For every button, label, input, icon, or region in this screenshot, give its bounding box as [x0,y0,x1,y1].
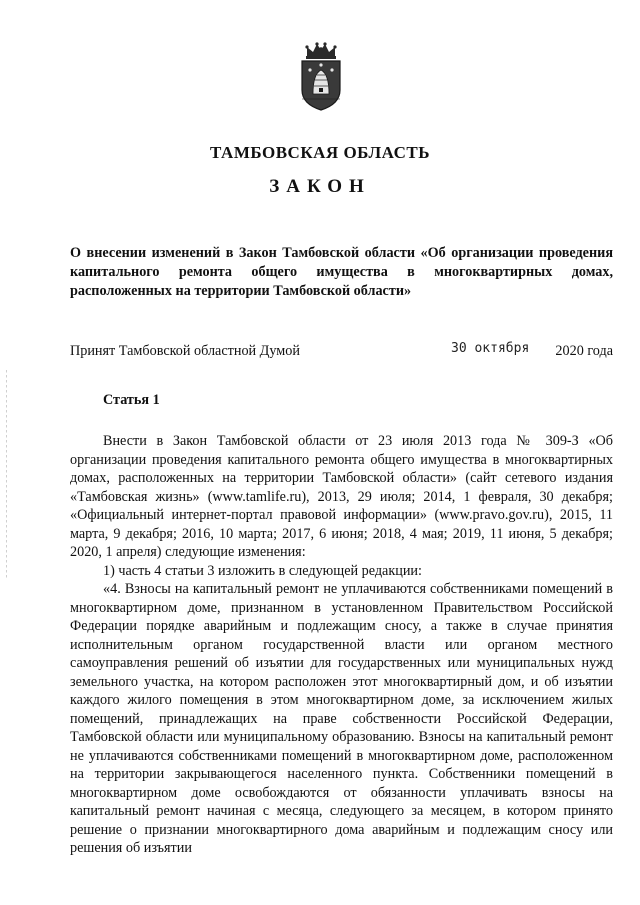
article-paragraph: «4. Взносы на капитальный ремонт не уплачиваются собственниками помещений в многоквартирном доме, признанном в установленном Правительством Российской Федерации порядке аварийным и подлежащим сносу, а также в случае принятия исполнительным органом государственной власти или органом местного самоуправления решений об изъятии для государственных или муниципальных нужд земельного участка, на котором расположен этот многоквартирный дом, и об изъятии каждого жилого помещения в этом многоквартирном доме, за исключением жилых помещений, принадлежащих на праве собственности Российской Федерации, Тамбовской области или муниципальному образованию. Взносы на капитальный ремонт не уплачиваются собственниками помещений в многоквартирном доме, расположенном на территории закрывающегося населенного пункта. Собственники помещений в многоквартирном доме освобождаются от обязанности уплачивать взносы на капитальный ремонт начиная с месяца, следующего за месяцем, в котором принято решение о признании многоквартирного дома аварийным и подлежащим сносу или решения об изъятии [70,581,613,856]
scan-margin-mark [6,370,7,580]
article-paragraph: 1) часть 4 статьи 3 изложить в следующей редакции: [103,562,422,579]
document-type: ЗАКОН [269,176,371,197]
adoption-year: 2020 года [555,343,613,359]
tambov-coat-of-arms-icon [295,42,347,112]
article-body [70,432,613,858]
adoption-line [70,343,613,363]
region-name: ТАМБОВСКАЯ ОБЛАСТЬ [210,143,430,162]
article-heading: Статья 1 [103,392,160,408]
adoption-date: 30 октября [451,341,530,356]
article-paragraph: Внести в Закон Тамбовской области от 23 июля 2013 года № 309-З «Об организации проведения капитального ремонта общего имущества в многоквартирных домах, расположенных на территории Тамбовской области» (сайт сетевого издания «Тамбовская жизнь» (www.tamlife.ru), 2013, 29 июля; 2014, 1 февраля, 30 декабря; «Официальный интернет-портал правовой информации» (www.pravo.gov.ru), 2015, 11 марта, 9 декабря; 2016, 10 марта; 2017, 6 июня; 2018, 4 мая; 2019, 11 июня, 5 декабря; 2020, 1 апреля) следующие изменения: [70,433,613,560]
law-title: О внесении изменений в Закон Тамбовской области «Об организации проведения капитального ремонта общего имущества в многоквартирных домах, расположенных на территории Тамбовской области» [70,245,613,299]
adopting-body: Принят Тамбовской областной Думой [70,343,300,359]
